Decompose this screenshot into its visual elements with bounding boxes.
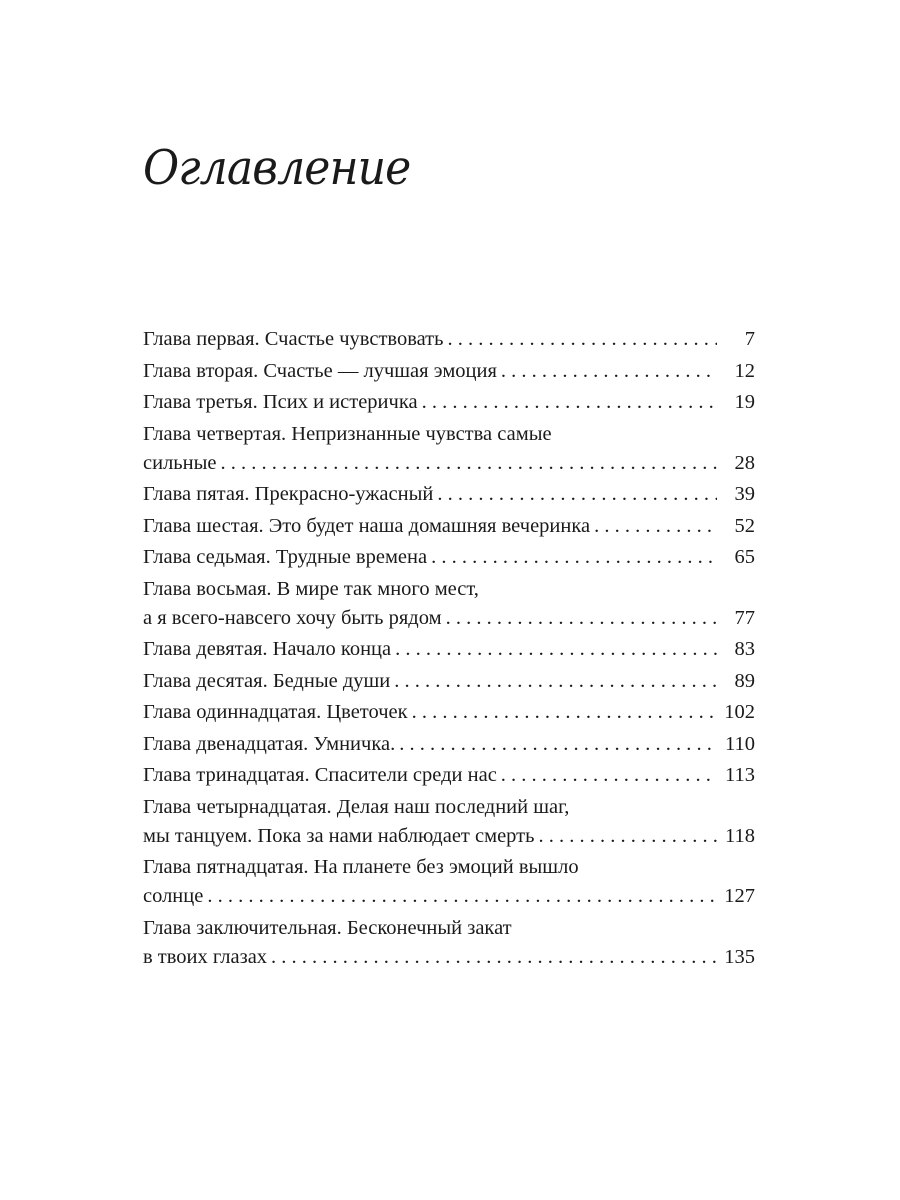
toc-entry-row <box>143 357 755 386</box>
toc-entry-row <box>143 730 755 759</box>
toc-entry-title-line: Глава девятая. Начало конца <box>143 638 392 660</box>
toc-entry-title-line: Глава десятая. Бедные души <box>143 669 391 692</box>
toc-entry <box>143 388 755 417</box>
toc-page-number: 110 <box>725 732 755 755</box>
toc-entry-title-line: сильные <box>143 451 217 474</box>
toc-entry <box>143 761 755 790</box>
toc-entry-title-line: Глава пятнадцатая. На планете без эмоций вышло <box>143 856 579 878</box>
toc-page-number: 127 <box>724 885 755 907</box>
toc-entry <box>143 543 755 572</box>
toc-entry-row <box>143 604 755 633</box>
dot-leader <box>207 882 717 911</box>
dot-leader <box>446 604 717 633</box>
toc-entry-title-line: мы танцуем. Пока за нами наблюдает смерть <box>143 824 535 847</box>
page-title: Оглавление <box>143 140 411 196</box>
toc-page-number: 19 <box>734 391 755 413</box>
toc-page-number: 118 <box>725 824 755 847</box>
toc-page-number: 28 <box>734 451 755 474</box>
toc-entry-row <box>143 635 755 664</box>
toc-entry-title-line: Глава тринадцатая. Спасители среди нас <box>143 764 497 786</box>
toc-page-number: 135 <box>724 945 755 968</box>
dot-leader <box>538 822 717 851</box>
toc-page-number: 39 <box>734 483 755 505</box>
toc-entry <box>143 420 755 478</box>
toc-entry <box>143 512 755 541</box>
dot-leader <box>501 761 717 790</box>
toc-entry-title-line: а я всего-навсего хочу быть рядом <box>143 606 442 629</box>
toc-page-number: 83 <box>734 638 755 660</box>
toc-page-number: 7 <box>744 328 755 350</box>
toc-entry-row <box>143 761 755 790</box>
dot-leader <box>395 635 717 664</box>
dot-leader <box>431 543 717 572</box>
toc-entry <box>143 730 755 759</box>
toc-entry-title-line: Глава четвертая. Непризнанные чувства самые <box>143 422 552 445</box>
toc-entry-title-line: солнце <box>143 885 204 907</box>
toc-entry <box>143 325 755 354</box>
toc-entry-row <box>143 698 755 727</box>
dot-leader <box>447 325 717 354</box>
toc-entry-row <box>143 667 755 696</box>
toc-entry-row <box>143 822 755 851</box>
dot-leader <box>399 730 717 759</box>
toc-entry-title-line: Глава вторая. Счастье — лучшая эмоция <box>143 359 497 382</box>
toc-page-number: 12 <box>734 359 755 382</box>
toc-page-number: 113 <box>725 764 755 786</box>
dot-leader <box>271 943 717 972</box>
toc-page-number: 102 <box>724 701 755 723</box>
toc-entry-title-line: Глава пятая. Прекрасно-ужасный <box>143 483 434 505</box>
toc-entry-title-line: Глава шестая. Это будет наша домашняя вечеринка <box>143 514 591 537</box>
toc-entry <box>143 853 755 911</box>
dot-leader <box>221 449 718 478</box>
toc-page-number: 65 <box>734 546 755 568</box>
dot-leader <box>394 667 717 696</box>
toc-entry-row <box>143 882 755 911</box>
dot-leader <box>422 388 717 417</box>
toc-entry-title-line: Глава заключительная. Бесконечный закат <box>143 916 512 939</box>
dot-leader <box>501 357 717 386</box>
toc-entry-title-line: в твоих глазах <box>143 945 268 968</box>
table-of-contents <box>143 325 755 974</box>
toc-entry-title-line: Глава четырнадцатая. Делая наш последний шаг, <box>143 795 570 818</box>
dot-leader <box>437 480 717 509</box>
toc-entry-row <box>143 480 755 509</box>
toc-entry <box>143 698 755 727</box>
toc-entry-title-line: Глава седьмая. Трудные времена <box>143 546 428 568</box>
toc-entry <box>143 357 755 386</box>
dot-leader <box>412 698 717 727</box>
toc-entry-row <box>143 388 755 417</box>
toc-entry-title-line: Глава первая. Счастье чувствовать <box>143 328 444 350</box>
toc-entry-row <box>143 543 755 572</box>
toc-entry-row <box>143 512 755 541</box>
toc-page-number: 77 <box>734 606 755 629</box>
toc-entry-title-line: Глава третья. Псих и истеричка <box>143 391 418 413</box>
toc-entry <box>143 914 755 972</box>
toc-entry <box>143 635 755 664</box>
toc-entry-title-line: Глава восьмая. В мире так много мест, <box>143 577 479 600</box>
toc-entry <box>143 575 755 633</box>
toc-entry-row <box>143 449 755 478</box>
toc-page-number: 52 <box>734 514 755 537</box>
dot-leader <box>594 512 717 541</box>
toc-page-number: 89 <box>734 669 755 692</box>
toc-entry <box>143 480 755 509</box>
toc-entry <box>143 793 755 851</box>
toc-entry-row <box>143 943 755 972</box>
toc-entry-row <box>143 325 755 354</box>
toc-entry-title-line: Глава одиннадцатая. Цветочек <box>143 701 408 723</box>
toc-entry <box>143 667 755 696</box>
toc-entry-title-line: Глава двенадцатая. Умничка. <box>143 732 396 755</box>
